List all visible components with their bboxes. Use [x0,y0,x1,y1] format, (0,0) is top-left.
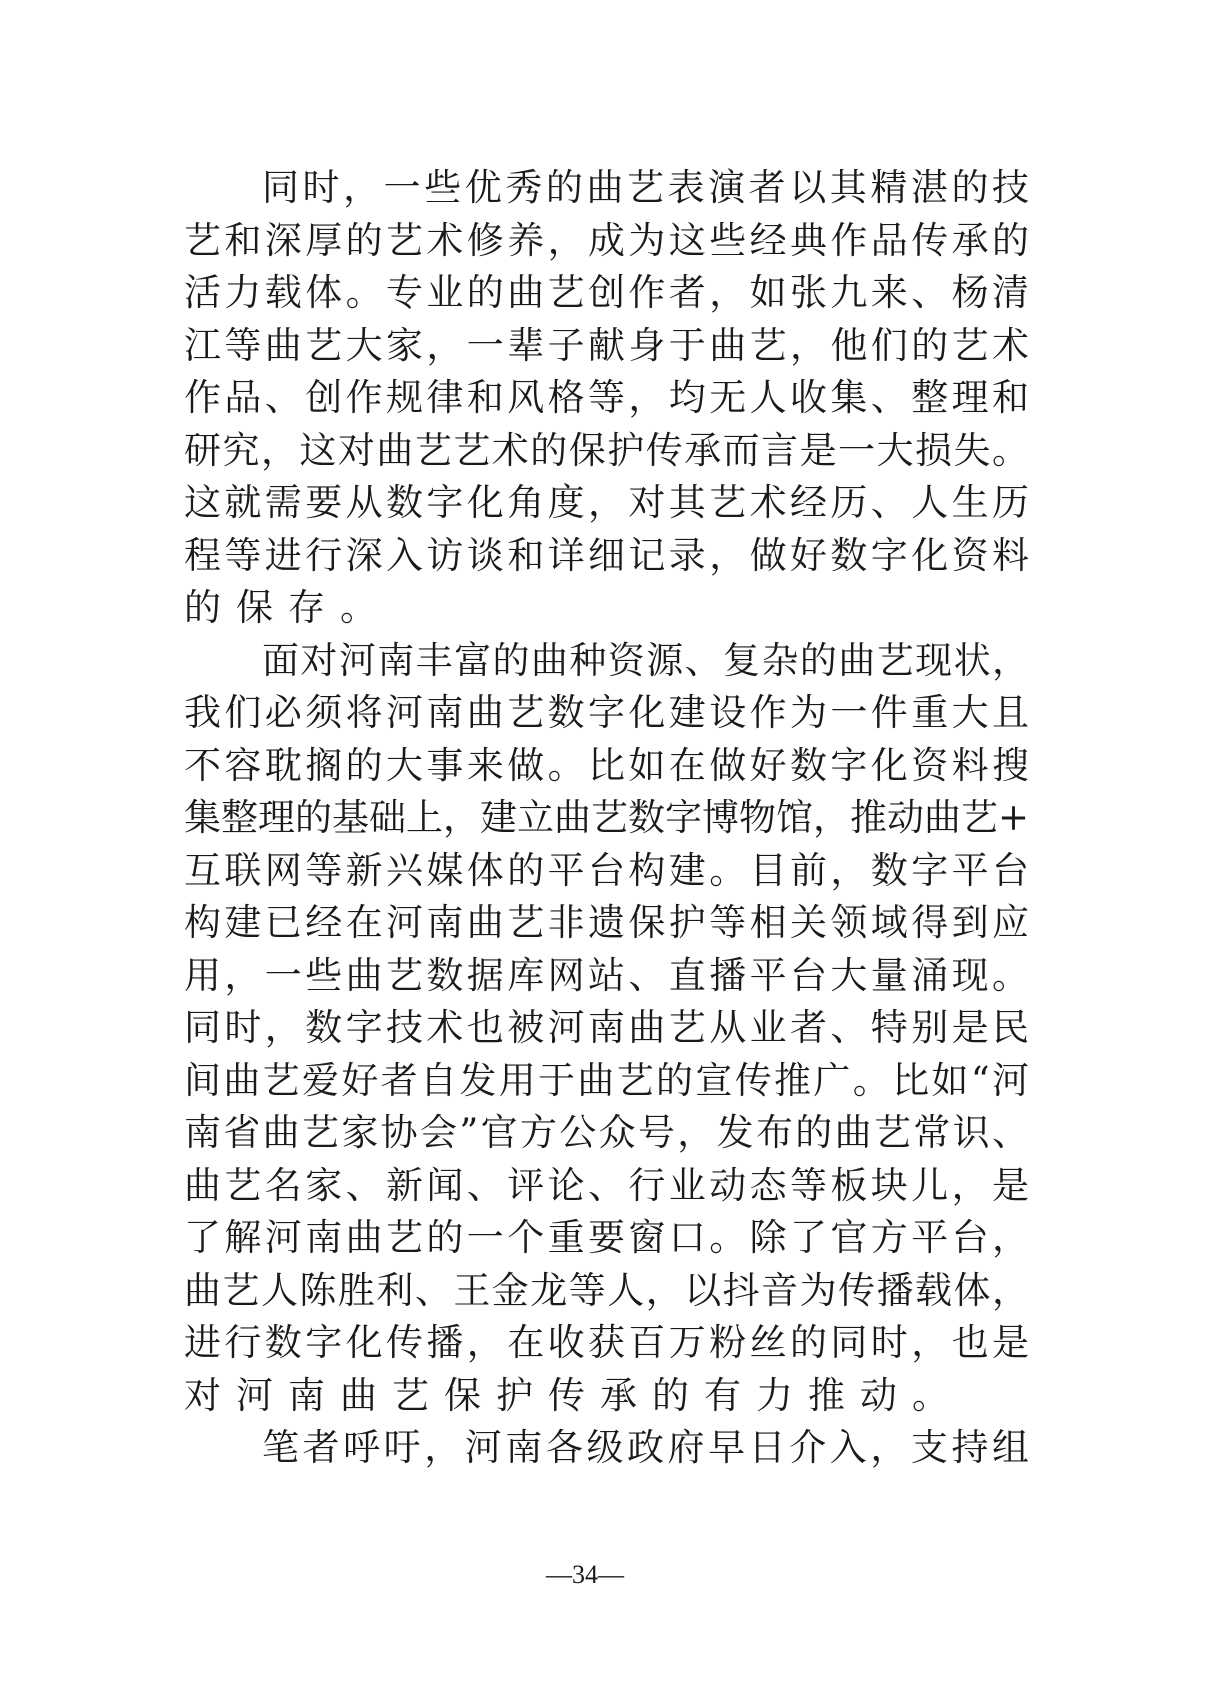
text-line: 对河南曲艺保护传承的有力推动。 [184,1373,964,1417]
text-line: 艺和深厚的艺术修养，成为这些经典作品传承的 [184,218,1029,262]
text-line: 间曲艺爱好者自发用于曲艺的宣传推广。比如“河 [184,1058,1029,1102]
page-number: —34— [546,1560,624,1589]
paragraph-first-line: 笔者呼吁，河南各级政府早日介入，支持组 [262,1426,1029,1469]
text-line: 江等曲艺大家，一辈子献身于曲艺，他们的艺术 [184,323,1029,367]
text-line: 我们必须将河南曲艺数字化建设作为一件重大且 [184,691,1029,734]
text-line: 了解河南曲艺的一个重要窗口。除了官方平台， [184,1216,1029,1259]
paragraph-first-line: 面对河南丰富的曲种资源、复杂的曲艺现状， [262,638,1029,682]
text-line: 曲艺人陈胜利、王金龙等人，以抖音为传播载体， [184,1268,1029,1312]
text-line: 不容耽搁的大事来做。比如在做好数字化资料搜 [184,743,1029,787]
text-line: 用，一些曲艺数据库网站、直播平台大量涌现。 [184,953,1029,997]
text-line: 南省曲艺家协会”官方公众号，发布的曲艺常识、 [184,1111,1029,1154]
paragraph-first-line: 同时，一些优秀的曲艺表演者以其精湛的技 [262,166,1029,209]
text-line: 进行数字化传播，在收获百万粉丝的同时，也是 [184,1321,1029,1364]
text-line: 活力载体。专业的曲艺创作者，如张九来、杨清 [184,271,1029,314]
text-line: 集整理的基础上，建立曲艺数字博物馆，推动曲艺+ [184,796,1030,839]
text-line: 这就需要从数字化角度，对其艺术经历、人生历 [184,481,1029,524]
text-line: 互联网等新兴媒体的平台构建。目前，数字平台 [184,848,1029,892]
text-line: 同时，数字技术也被河南曲艺从业者、特别是民 [184,1006,1029,1049]
text-line: 程等进行深入访谈和详细记录，做好数字化资料 [184,533,1029,577]
text-line: 作品、创作规律和风格等，均无人收集、整理和 [184,376,1029,419]
text-line: 构建已经在河南曲艺非遗保护等相关领域得到应 [184,901,1029,944]
text-line: 研究，这对曲艺艺术的保护传承而言是一大损失。 [184,428,1029,472]
body-text [184,162,1029,1475]
text-line: 的保存。 [184,586,392,629]
text-line: 曲艺名家、新闻、评论、行业动态等板块儿，是 [184,1163,1029,1207]
